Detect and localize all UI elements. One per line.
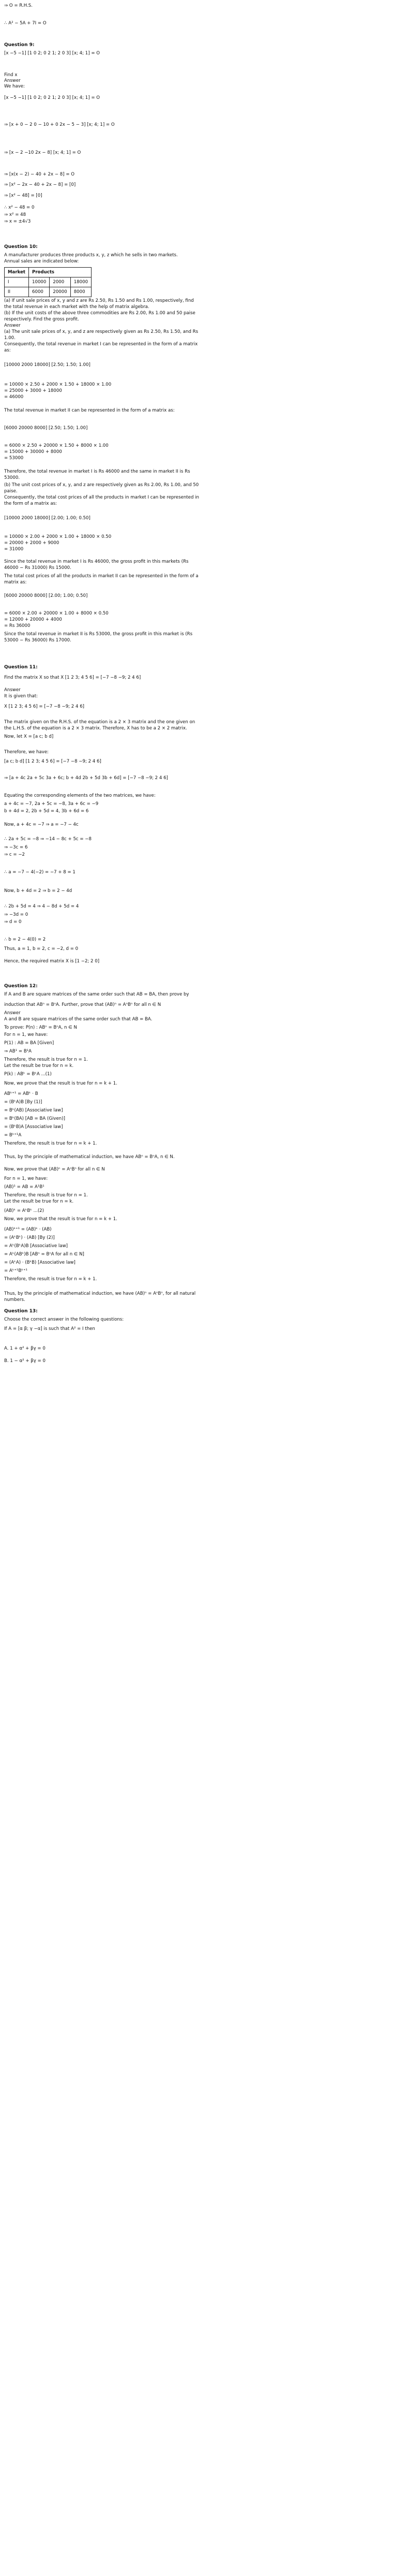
text-line: Choose the correct answer in the following questions: [4,1317,124,1322]
table-header-row [5,268,92,277]
text-line: = (AᵏBᵏ) · (AB) [By (2)] [4,1235,55,1240]
text-line: B. 1 − α² + βγ = 0 [4,1358,46,1364]
text-line: ⇒ O = R.H.S. [4,3,33,8]
text-line: [6000 20000 8000] [2.00; 1.00; 0.50] [4,593,88,598]
text-line: b + 4d = 2, 2b + 5d = 4, 3b + 6d = 6 [4,809,89,814]
text-line: (a) The unit sale prices of x, y, and z are respectively given as Rs 2.50, Rs 1.50, and Rs [4,329,199,334]
text-line: Answer [4,687,21,693]
text-line: paise. [4,489,18,494]
text-line: = (AᵏA) · (BᵏB) [Associative law] [4,1260,75,1265]
text-line: [a c; b d] [1 2 3; 4 5 6] = [−7 −8 −9; 2 4 6] [4,759,101,764]
text-line: Let the result be true for n = k. [4,1199,74,1204]
text-line: = 53000 [4,456,24,461]
text-line: Since the total revenue in market I is Rs 46000, the gross profit in this markets (Rs [4,559,189,564]
text-line: ⇒ [x + 0 − 2 0 − 10 + 0 2x − 5 − 3] [x; 4; 1] = O [4,122,115,127]
text-line: ∴ b = 2 − 4(0) = 2 [4,937,46,942]
text-line: = Bᵏ⁺¹A [4,1133,22,1138]
text-line: Hence, the required matrix X is [1 −2; 2 0] [4,959,100,964]
text-line: A manufacturer produces three products x, y, z which he sells in two markets. [4,253,178,258]
question-heading: Question 12: [4,984,38,989]
text-line: Thus, by the principle of mathematical induction, we have (AB)ⁿ = AⁿBⁿ, for all natural [4,1291,196,1296]
text-line: ⇒ d = 0 [4,919,22,925]
text-line: Therefore, the total revenue in market I is Rs 46000 and the same in market II is Rs [4,469,190,474]
text-line: 46000 − Rs 31000) Rs 15000. [4,565,71,570]
text-line: = 10000 × 2.00 + 2000 × 1.00 + 18000 × 0.50 [4,534,112,539]
text-line: a + 4c = −7, 2a + 5c = −8, 3a + 6c = −9 [4,801,99,807]
text-line: A and B are square matrices of the same order such that AB = BA. [4,1017,153,1022]
text-line: = Aᵏ⁺¹Bᵏ⁺¹ [4,1268,27,1274]
table-cell: II [5,287,29,297]
text-line: Therefore, the result is true for n = k + 1. [4,1277,97,1282]
text-line: = 6000 × 2.00 + 20000 × 1.00 + 8000 × 0.50 [4,611,109,616]
text-line: P(1) : AB = BA [Given] [4,1041,54,1046]
text-line: If A and B are square matrices of the same order such that AB = BA, then prove by [4,992,189,997]
text-line: Equating the corresponding elements of the two matrices, we have: [4,793,156,798]
text-line: = 25000 + 3000 + 18000 [4,388,62,393]
text-line: Consequently, the total cost prices of all the products in market I can be represented in [4,495,199,500]
text-line: ⇒ AB¹ = B¹A [4,1049,32,1054]
table-header-market: Market [5,268,29,277]
text-line: Find the matrix X so that X [1 2 3; 4 5 6] = [−7 −8 −9; 2 4 6] [4,675,141,680]
text-line: 1.00. [4,335,16,341]
text-line: respectively. Find the gross profit. [4,317,79,322]
text-line: = 20000 + 2000 + 9000 [4,540,59,546]
text-line: (AB)ᵏ⁺¹ = (AB)ᵏ · (AB) [4,1227,52,1232]
text-line: ⇒ [x − 2 −10 2x − 8] [x; 4; 1] = O [4,150,81,155]
text-line: Now, let X = [a c; b d] [4,734,54,739]
text-line: = Bᵏ(BA) [AB = BA (Given)] [4,1116,65,1121]
text-line: ∴ 2b + 5d = 4 ⇒ 4 − 8d + 5d = 4 [4,904,79,909]
text-line: ⇒ x = ±4√3 [4,219,31,224]
text-line: Thus, by the principle of mathematical induction, we have ABⁿ = BⁿA, n ∈ N. [4,1154,175,1160]
text-line: = (BᵏB)A [Associative law] [4,1124,63,1130]
text-line: 53000. [4,475,20,480]
text-line: ∴ a = −7 − 4(−2) = −7 + 8 = 1 [4,870,75,875]
text-line: The total revenue in market II can be represented in the form of a matrix as: [4,408,175,413]
text-line: ⇒ [x² − 48] = [0] [4,193,42,198]
table-cell: 20000 [50,287,70,297]
text-line: = Bᵏ(AB) [Associative law] [4,1108,63,1113]
text-line: X [1 2 3; 4 5 6] = [−7 −8 −9; 2 4 6] [4,704,85,709]
text-line: numbers. [4,1297,25,1302]
text-line: [10000 2000 18000] [2.50; 1.50; 1.00] [4,362,90,368]
text-line: = 10000 × 2.50 + 2000 × 1.50 + 18000 × 1.00 [4,382,112,387]
text-line: Therefore, we have: [4,750,49,755]
text-line: P(k) : ABᵏ = BᵏA ...(1) [4,1072,52,1077]
text-line: ⇒ [x² − 2x − 40 + 2x − 8] = [0] [4,182,76,187]
text-line: (b) The unit cost prices of x, y, and z are respectively given as Rs 2.00, Rs 1.00, and 50 [4,482,199,488]
text-line: Annual sales are indicated below: [4,259,79,264]
text-line: ⇒ −3d = 0 [4,912,28,917]
table-cell: 10000 [29,277,50,287]
table-cell: 8000 [70,287,91,297]
text-line: (a) If unit sale prices of x, y and z are Rs 2.50, Rs 1.50 and Rs 1.00, respectively, find [4,298,194,303]
text-line: (AB)ᵏ = AᵏBᵏ ...(2) [4,1208,44,1213]
text-line: = 6000 × 2.50 + 20000 × 1.50 + 8000 × 1.00 [4,443,109,448]
text-line: If A = [α β; γ −α] is such that A² = I then [4,1326,95,1331]
table-row [5,277,92,287]
text-line: For n = 1, we have: [4,1032,48,1037]
text-line: Let the result be true for n = k. [4,1063,74,1069]
table-cell: 6000 [29,287,50,297]
text-line: ∴ A² − 5A + 7I = O [4,21,47,26]
text-line: matrix as: [4,580,27,585]
text-line: = 15000 + 30000 + 8000 [4,449,62,455]
text-line: It is given that: [4,694,38,699]
text-line: Answer [4,1011,21,1016]
text-line: the form of a matrix as: [4,501,57,506]
text-line: ⇒ x² = 48 [4,212,26,217]
text-line: ⇒ −3c = 6 [4,845,28,850]
text-line: (AB)¹ = AB = A¹B¹ [4,1184,44,1190]
text-line: the total revenue in each market with the help of matrix algebra. [4,304,149,310]
text-line: Since the total revenue in market II is Rs 53000, the gross profit in this market is (Rs [4,632,193,637]
text-line: ⇒ [x(x − 2) − 40 + 2x − 8] = O [4,172,75,177]
table-cell: I [5,277,29,287]
text-line: = Aᵏ(BᵏA)B [Associative law] [4,1243,68,1249]
text-line: [x −5 −1] [1 0 2; 0 2 1; 2 0 3] [x; 4; 1] = O [4,95,100,100]
text-line: Thus, a = 1, b = 2, c = −2, d = 0 [4,946,79,952]
text-line: The matrix given on the R.H.S. of the equation is a 2 × 3 matrix and the one given on [4,720,195,725]
question-heading: Question 9: [4,42,35,48]
text-line: A. 1 + α² + βγ = 0 [4,1346,46,1351]
text-line: ⇒ c = −2 [4,852,25,857]
text-line: ABᵏ⁺¹ = ABᵏ · B [4,1091,38,1096]
text-line: For n = 1, we have: [4,1176,48,1181]
text-line: ∴ 2a + 5c = −8 ⇒ −14 − 8c + 5c = −8 [4,837,92,842]
text-line: Now, b + 4d = 2 ⇒ b = 2 − 4d [4,888,72,894]
table-cell: 2000 [50,277,70,287]
text-line: Therefore, the result is true for n = k + 1. [4,1141,97,1146]
text-line: [x −5 −1] [1 0 2; 0 2 1; 2 0 3] [x; 4; 1] = O [4,51,100,56]
text-line: Therefore, the result is true for n = 1. [4,1193,88,1198]
text-line: Now, we prove that the result is true for n = k + 1. [4,1081,117,1086]
text-line: Consequently, the total revenue in market I can be represented in the form of a matrix [4,342,198,347]
text-line: Now, we prove that (AB)ⁿ = AⁿBⁿ for all n ∈ N [4,1167,105,1172]
text-line: Therefore, the result is true for n = 1. [4,1057,88,1062]
text-line: The total cost prices of all the products in market II can be represented in the form of a [4,574,199,579]
table-cell: 18000 [70,277,91,287]
text-line: ⇒ [a + 4c 2a + 5c 3a + 6c; b + 4d 2b + 5d 3b + 6d] = [−7 −8 −9; 2 4 6] [4,775,168,781]
text-line: [10000 2000 18000] [2.00; 1.00; 0.50] [4,516,90,521]
text-line: = Aᵏ(ABᵏ)B [ABⁿ = BⁿA for all n ∈ N] [4,1252,84,1257]
text-line: = 31000 [4,547,24,552]
question-heading: Question 11: [4,665,38,670]
text-line: Find x [4,72,18,78]
text-line: = 46000 [4,394,24,400]
text-line: To prove: P(n) : ABⁿ = BⁿA, n ∈ N [4,1025,77,1030]
table-row [5,287,92,297]
table-header-products: Products [29,268,92,277]
text-line: Answer [4,78,21,83]
text-line: ∴ x² − 48 = 0 [4,205,35,210]
text-line: induction that ABⁿ = BⁿA. Further, prove that (AB)ⁿ = AⁿBⁿ for all n ∈ N [4,1002,161,1007]
text-line: = (BᵏA)B [By (1)] [4,1100,42,1105]
text-line: as: [4,348,11,353]
text-line: We have: [4,84,25,89]
sales-table [4,267,92,297]
text-line: Answer [4,323,21,328]
text-line: Now, we prove that the result is true for n = k + 1. [4,1217,117,1222]
text-line: the L.H.S. of the equation is a 2 × 3 matrix. Therefore, X has to be a 2 × 2 matrix. [4,726,187,731]
text-line: (b) If the unit costs of the above three commodities are Rs 2.00, Rs 1.00 and 50 paise [4,311,195,316]
text-line: 53000 − Rs 36000) Rs 17000. [4,638,71,643]
text-line: = Rs 36000 [4,623,31,628]
question-heading: Question 10: [4,244,38,250]
question-heading: Question 13: [4,1309,38,1314]
text-line: Now, a + 4c = −7 ⇒ a = −7 − 4c [4,822,79,827]
text-line: = 12000 + 20000 + 4000 [4,617,62,622]
text-line: [6000 20000 8000] [2.50; 1.50; 1.00] [4,426,88,431]
